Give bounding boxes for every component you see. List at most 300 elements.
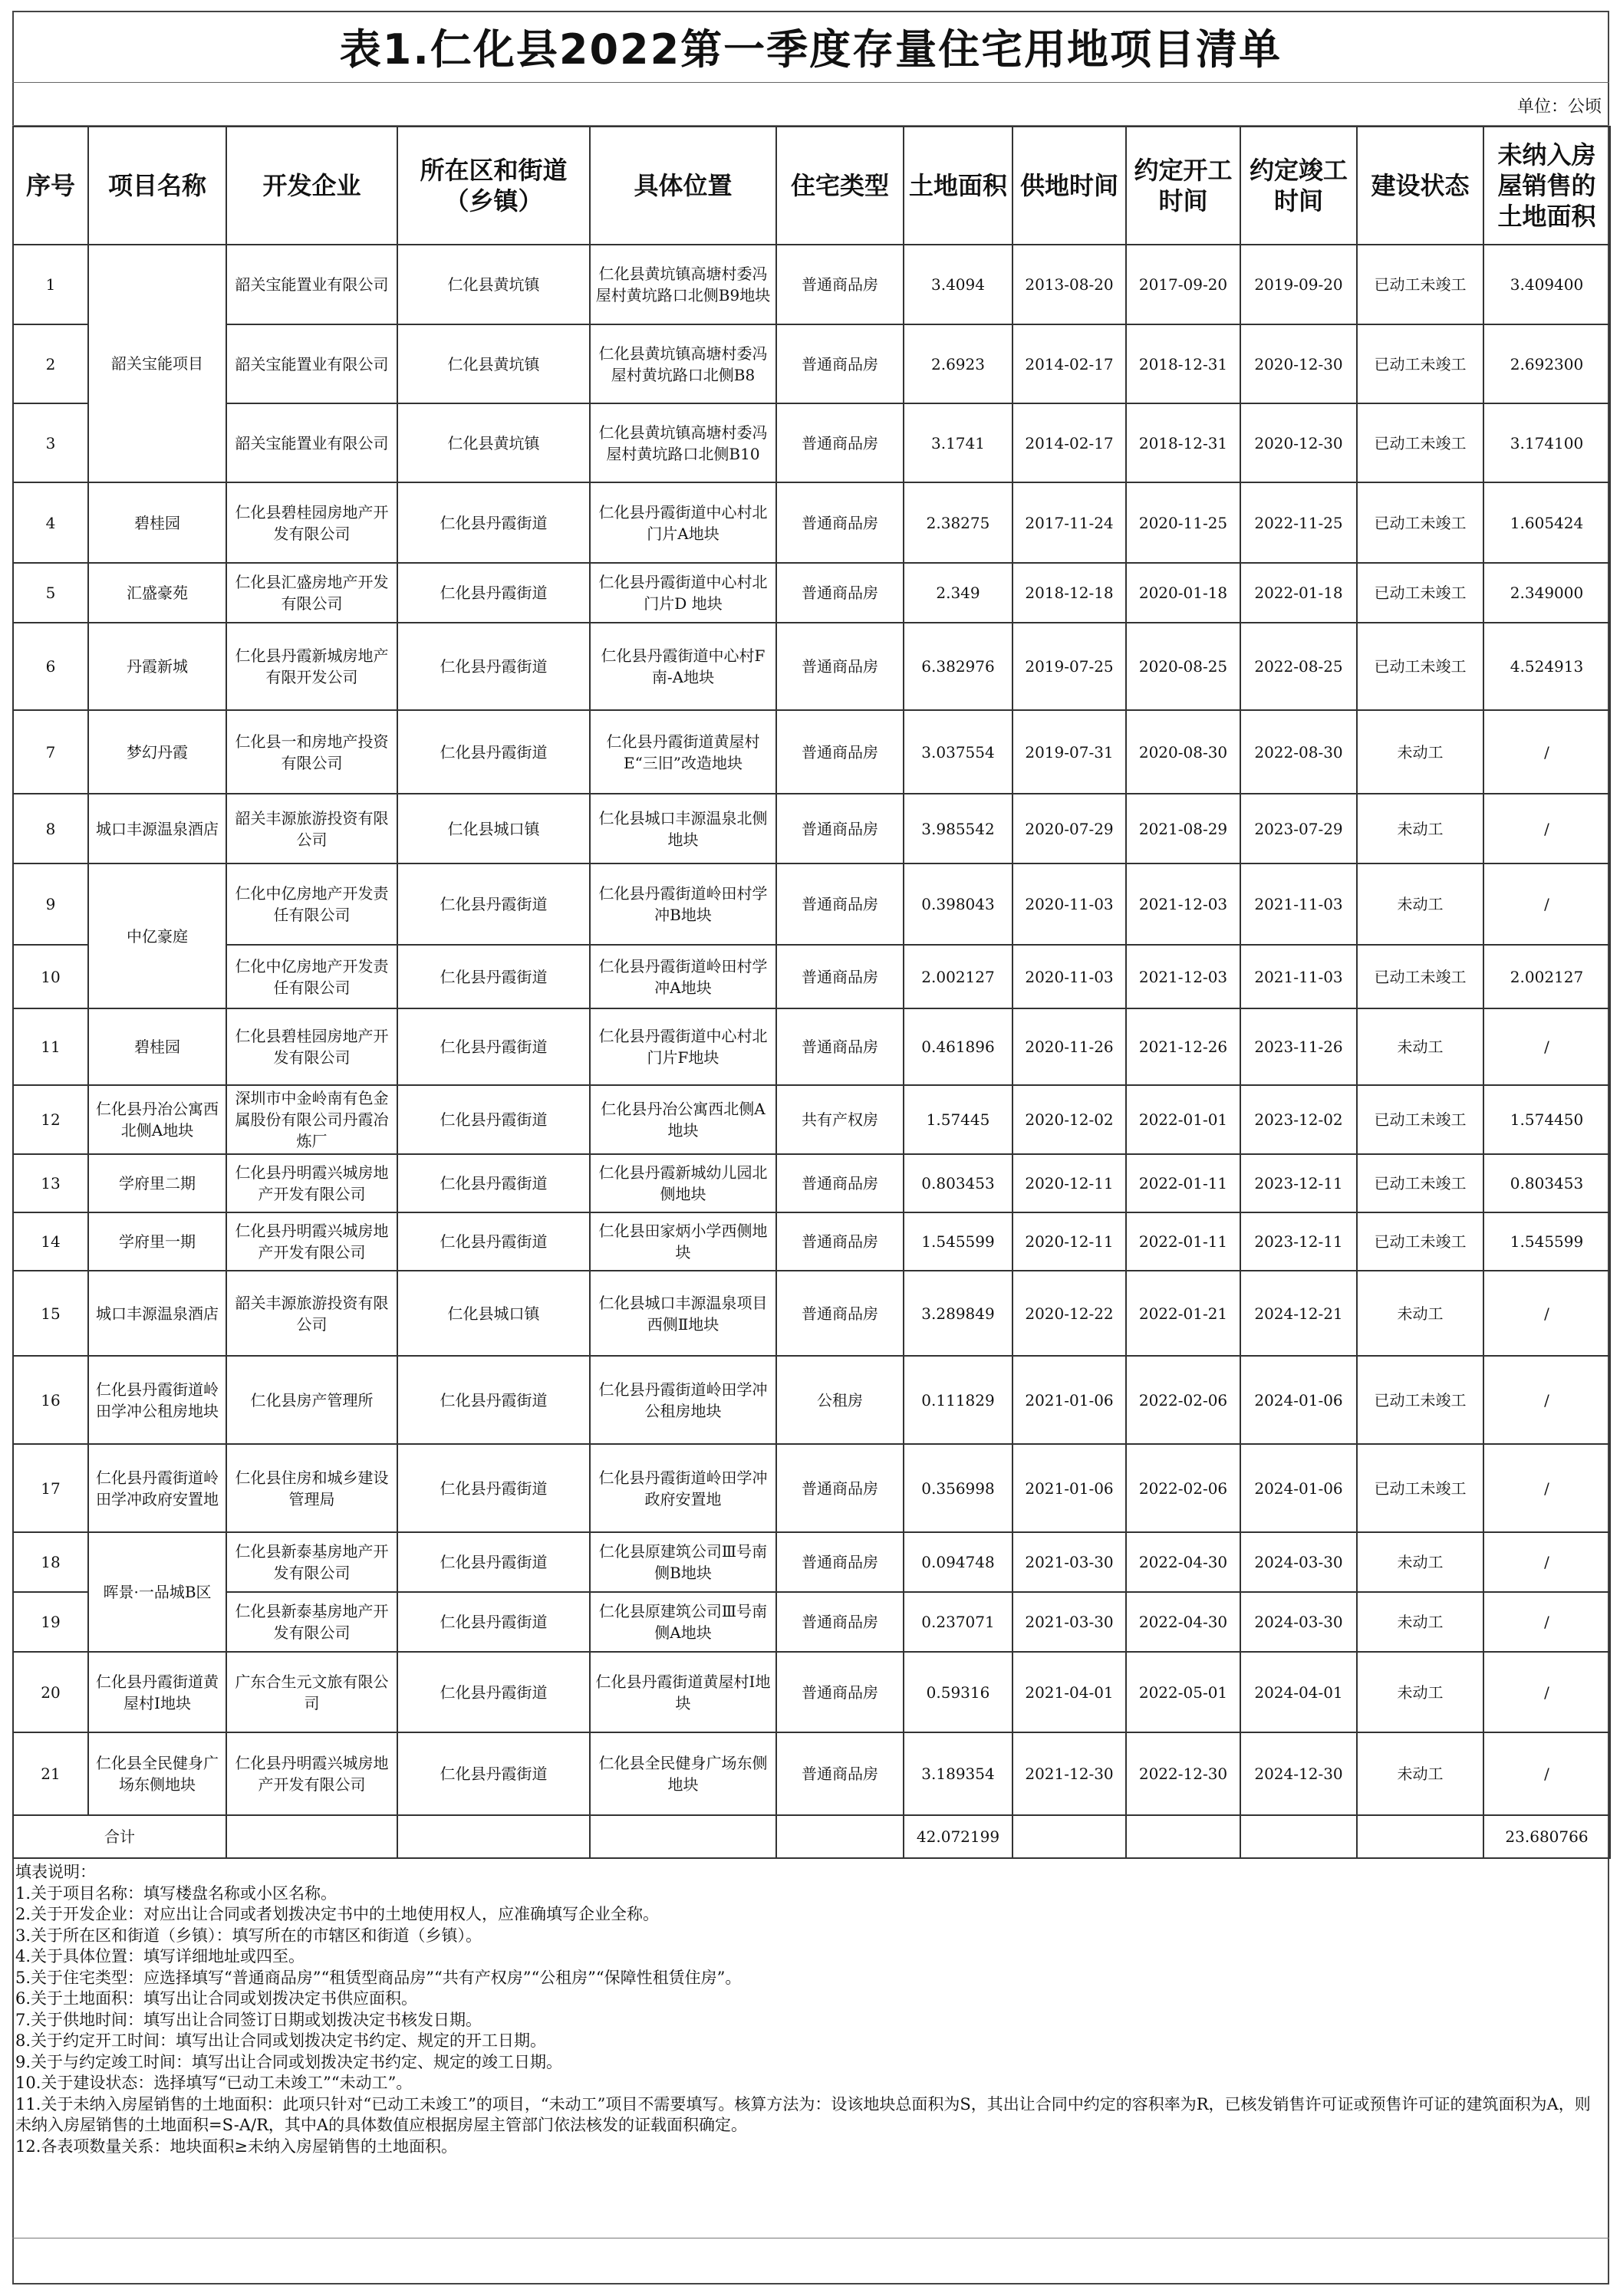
cell-start: 2022-04-30: [1126, 1532, 1240, 1592]
cell-start: 2022-12-30: [1126, 1732, 1240, 1815]
cell-start: 2021-12-03: [1126, 863, 1240, 945]
cell-start: 2020-11-25: [1126, 482, 1240, 563]
cell-project: 仁化县全民健身广场东侧地块: [88, 1732, 226, 1815]
cell-area: 0.237071: [904, 1592, 1012, 1652]
cell-supply: 2014-02-17: [1012, 324, 1126, 403]
cell-developer: 韶关丰源旅游投资有限公司: [226, 1271, 397, 1356]
cell-unsold: 1.605424: [1483, 482, 1610, 563]
cell-developer: 仁化县丹明霞兴城房地产开发有限公司: [226, 1154, 397, 1212]
header-supply: 供地时间: [1012, 127, 1126, 245]
cell-no: 17: [13, 1444, 88, 1532]
cell-unsold: 4.524913: [1483, 623, 1610, 710]
cell-district: 仁化县丹霞街道: [397, 623, 590, 710]
cell-unsold: /: [1483, 1356, 1610, 1444]
cell-status: 未动工: [1357, 1271, 1483, 1356]
cell-district: 仁化县丹霞街道: [397, 1085, 590, 1154]
cell-location: 仁化县丹霞街道中心村北门片F地块: [590, 1008, 776, 1085]
header-no: 序号: [13, 127, 88, 245]
cell-area: 2.6923: [904, 324, 1012, 403]
note-item: 6.关于土地面积：填写出让合同或划拨决定书供应面积。: [15, 1989, 418, 2008]
cell-type: 公租房: [776, 1356, 904, 1444]
cell-district: 仁化县黄坑镇: [397, 324, 590, 403]
cell-start: 2020-08-25: [1126, 623, 1240, 710]
table-row: [13, 1444, 1610, 1532]
cell-start: 2020-08-30: [1126, 710, 1240, 794]
cell-start: 2022-01-11: [1126, 1154, 1240, 1212]
unit-label: 单位：公顷: [1516, 97, 1602, 117]
total-empty: [1357, 1815, 1483, 1858]
note-item: 12.各表项数量关系：地块面积≥未纳入房屋销售的土地面积。: [15, 2136, 457, 2156]
cell-supply: 2020-12-11: [1012, 1154, 1126, 1212]
table-row: [13, 403, 1610, 482]
cell-supply: 2021-12-30: [1012, 1732, 1126, 1815]
table-row: [13, 563, 1610, 623]
cell-no: 11: [13, 1008, 88, 1085]
cell-status: 已动工未竣工: [1357, 1154, 1483, 1212]
table-row: [13, 1532, 1610, 1592]
cell-developer: 仁化县汇盛房地产开发有限公司: [226, 563, 397, 623]
header-project: 项目名称: [88, 127, 226, 245]
cell-district: 仁化县丹霞街道: [397, 482, 590, 563]
cell-district: 仁化县丹霞街道: [397, 1212, 590, 1271]
table-row: [13, 1652, 1610, 1732]
cell-location: 仁化县黄坑镇高塘村委冯屋村黄坑路口北侧B9地块: [590, 245, 776, 324]
cell-developer: 深圳市中金岭南有色金属股份有限公司丹霞冶炼厂: [226, 1085, 397, 1154]
cell-unsold: /: [1483, 710, 1610, 794]
cell-developer: 仁化中亿房地产开发责任有限公司: [226, 863, 397, 945]
header-status: 建设状态: [1357, 127, 1483, 245]
table-row: [13, 863, 1610, 945]
cell-location: 仁化县城口丰源温泉项目西侧Ⅱ地块: [590, 1271, 776, 1356]
cell-supply: 2019-07-25: [1012, 623, 1126, 710]
cell-finish: 2022-01-18: [1240, 563, 1357, 623]
cell-start: 2021-08-29: [1126, 794, 1240, 863]
cell-project: 学府里一期: [88, 1212, 226, 1271]
cell-start: 2018-12-31: [1126, 403, 1240, 482]
cell-area: 0.398043: [904, 863, 1012, 945]
table-row: [13, 1008, 1610, 1085]
cell-district: 仁化县丹霞街道: [397, 1154, 590, 1212]
cell-area: 2.38275: [904, 482, 1012, 563]
cell-no: 1: [13, 245, 88, 324]
notes: [15, 1862, 1603, 2157]
table-row: [13, 1154, 1610, 1212]
cell-status: 未动工: [1357, 710, 1483, 794]
cell-no: 20: [13, 1652, 88, 1732]
cell-no: 6: [13, 623, 88, 710]
cell-location: 仁化县城口丰源温泉北侧地块: [590, 794, 776, 863]
cell-supply: 2013-08-20: [1012, 245, 1126, 324]
cell-supply: 2021-03-30: [1012, 1532, 1126, 1592]
cell-unsold: /: [1483, 794, 1610, 863]
cell-district: 仁化县丹霞街道: [397, 1356, 590, 1444]
cell-project: 学府里二期: [88, 1154, 226, 1212]
cell-type: 普通商品房: [776, 1008, 904, 1085]
cell-type: 普通商品房: [776, 324, 904, 403]
note-item: 8.关于约定开工时间：填写出让合同或划拨决定书约定、规定的开工日期。: [15, 2031, 547, 2050]
cell-area: 0.094748: [904, 1532, 1012, 1592]
cell-location: 仁化县原建筑公司Ⅲ号南侧B地块: [590, 1532, 776, 1592]
table-row: [13, 1212, 1610, 1271]
note-item: 1.关于项目名称：填写楼盘名称或小区名称。: [15, 1883, 338, 1903]
cell-start: 2022-04-30: [1126, 1592, 1240, 1652]
cell-no: 4: [13, 482, 88, 563]
cell-project: 韶关宝能项目: [88, 245, 226, 482]
cell-unsold: 3.174100: [1483, 403, 1610, 482]
cell-finish: 2024-01-06: [1240, 1444, 1357, 1532]
cell-project: 仁化县丹霞街道岭田学冲政府安置地: [88, 1444, 226, 1532]
cell-supply: 2020-07-29: [1012, 794, 1126, 863]
cell-developer: 仁化县丹明霞兴城房地产开发有限公司: [226, 1732, 397, 1815]
cell-type: 普通商品房: [776, 1444, 904, 1532]
cell-location: 仁化县丹霞新城幼儿园北侧地块: [590, 1154, 776, 1212]
cell-unsold: 2.002127: [1483, 945, 1610, 1008]
cell-type: 普通商品房: [776, 794, 904, 863]
cell-no: 18: [13, 1532, 88, 1592]
cell-area: 3.037554: [904, 710, 1012, 794]
cell-type: 普通商品房: [776, 710, 904, 794]
total-empty: [590, 1815, 776, 1858]
cell-start: 2021-12-26: [1126, 1008, 1240, 1085]
note-item: 2.关于开发企业：对应出让合同或者划拨决定书中的土地使用权人，应准确填写企业全称。: [15, 1905, 660, 1923]
cell-location: 仁化县丹霞街道黄屋村E“三旧”改造地块: [590, 710, 776, 794]
table-row: [13, 245, 1610, 324]
cell-area: 1.545599: [904, 1212, 1012, 1271]
cell-district: 仁化县城口镇: [397, 794, 590, 863]
note-item: 3.关于所在区和街道（乡镇）：填写所在的市辖区和街道（乡镇）。: [15, 1926, 482, 1945]
note-item: 10.关于建设状态：选择填写“已动工未竣工”“未动工”。: [15, 2074, 413, 2092]
cell-finish: 2023-12-11: [1240, 1212, 1357, 1271]
cell-project: 仁化县丹冶公寓西北侧A地块: [88, 1085, 226, 1154]
cell-developer: 仁化县一和房地产投资有限公司: [226, 710, 397, 794]
cell-developer: 仁化县丹明霞兴城房地产开发有限公司: [226, 1212, 397, 1271]
cell-area: 2.002127: [904, 945, 1012, 1008]
cell-area: 1.57445: [904, 1085, 1012, 1154]
cell-finish: 2023-07-29: [1240, 794, 1357, 863]
cell-no: 2: [13, 324, 88, 403]
cell-location: 仁化县丹霞街道岭田村学冲A地块: [590, 945, 776, 1008]
cell-area: 3.289849: [904, 1271, 1012, 1356]
table-row: [13, 1356, 1610, 1444]
cell-start: 2022-02-06: [1126, 1356, 1240, 1444]
header-finish: 约定竣工时间: [1240, 127, 1357, 245]
total-row: [13, 1815, 1610, 1858]
cell-location: 仁化县原建筑公司Ⅲ号南侧A地块: [590, 1592, 776, 1652]
cell-developer: 仁化县新泰基房地产开发有限公司: [226, 1592, 397, 1652]
cell-status: 未动工: [1357, 1732, 1483, 1815]
cell-type: 普通商品房: [776, 623, 904, 710]
cell-area: 0.59316: [904, 1652, 1012, 1732]
cell-district: 仁化县丹霞街道: [397, 1008, 590, 1085]
header-district: 所在区和街道（乡镇）: [397, 127, 590, 245]
cell-status: 已动工未竣工: [1357, 623, 1483, 710]
cell-type: 普通商品房: [776, 482, 904, 563]
cell-no: 10: [13, 945, 88, 1008]
cell-status: 已动工未竣工: [1357, 1444, 1483, 1532]
cell-location: 仁化县丹冶公寓西北侧A地块: [590, 1085, 776, 1154]
cell-location: 仁化县丹霞街道中心村F南-A地块: [590, 623, 776, 710]
cell-type: 共有产权房: [776, 1085, 904, 1154]
cell-location: 仁化县丹霞街道岭田学冲公租房地块: [590, 1356, 776, 1444]
table-row: [13, 1732, 1610, 1815]
header-unsold: 未纳入房屋销售的土地面积: [1483, 127, 1610, 245]
cell-project: 仁化县丹霞街道黄屋村Ⅰ地块: [88, 1652, 226, 1732]
cell-unsold: /: [1483, 1592, 1610, 1652]
cell-finish: 2020-12-30: [1240, 324, 1357, 403]
cell-supply: 2014-02-17: [1012, 403, 1126, 482]
cell-developer: 仁化县住房和城乡建设管理局: [226, 1444, 397, 1532]
cell-project: 仁化县丹霞街道岭田学冲公租房地块: [88, 1356, 226, 1444]
cell-status: 未动工: [1357, 863, 1483, 945]
cell-start: 2017-09-20: [1126, 245, 1240, 324]
cell-status: 未动工: [1357, 1532, 1483, 1592]
cell-status: 已动工未竣工: [1357, 245, 1483, 324]
cell-supply: 2021-01-06: [1012, 1356, 1126, 1444]
cell-status: 已动工未竣工: [1357, 1356, 1483, 1444]
cell-start: 2020-01-18: [1126, 563, 1240, 623]
cell-project: 晖景·一品城B区: [88, 1532, 226, 1652]
cell-no: 9: [13, 863, 88, 945]
cell-project: 丹霞新城: [88, 623, 226, 710]
cell-status: 已动工未竣工: [1357, 945, 1483, 1008]
cell-district: 仁化县丹霞街道: [397, 1652, 590, 1732]
cell-finish: 2022-08-25: [1240, 623, 1357, 710]
cell-status: 已动工未竣工: [1357, 563, 1483, 623]
cell-supply: 2018-12-18: [1012, 563, 1126, 623]
cell-status: 已动工未竣工: [1357, 1212, 1483, 1271]
cell-location: 仁化县丹霞街道黄屋村Ⅰ地块: [590, 1652, 776, 1732]
total-unsold: 23.680766: [1483, 1815, 1610, 1858]
cell-finish: 2024-12-30: [1240, 1732, 1357, 1815]
cell-developer: 韶关宝能置业有限公司: [226, 403, 397, 482]
cell-supply: 2020-12-11: [1012, 1212, 1126, 1271]
cell-start: 2021-12-03: [1126, 945, 1240, 1008]
cell-supply: 2021-01-06: [1012, 1444, 1126, 1532]
total-empty: [1240, 1815, 1357, 1858]
note-item: 7.关于供地时间：填写出让合同签订日期或划拨决定书核发日期。: [15, 2010, 482, 2029]
cell-unsold: 1.574450: [1483, 1085, 1610, 1154]
cell-unsold: /: [1483, 863, 1610, 945]
cell-no: 12: [13, 1085, 88, 1154]
cell-type: 普通商品房: [776, 245, 904, 324]
total-empty: [397, 1815, 590, 1858]
cell-district: 仁化县丹霞街道: [397, 563, 590, 623]
cell-developer: 仁化县碧桂园房地产开发有限公司: [226, 1008, 397, 1085]
table-row: [13, 1085, 1610, 1154]
cell-developer: 韶关宝能置业有限公司: [226, 245, 397, 324]
cell-finish: 2021-11-03: [1240, 945, 1357, 1008]
cell-location: 仁化县丹霞街道中心村北门片A地块: [590, 482, 776, 563]
cell-finish: 2024-01-06: [1240, 1356, 1357, 1444]
cell-status: 未动工: [1357, 1652, 1483, 1732]
cell-type: 普通商品房: [776, 1652, 904, 1732]
cell-status: 未动工: [1357, 1592, 1483, 1652]
cell-status: 未动工: [1357, 1008, 1483, 1085]
cell-type: 普通商品房: [776, 1592, 904, 1652]
cell-project: 城口丰源温泉酒店: [88, 1271, 226, 1356]
unit-row: [12, 83, 1609, 126]
cell-district: 仁化县丹霞街道: [397, 1532, 590, 1592]
cell-unsold: 3.409400: [1483, 245, 1610, 324]
cell-unsold: 0.803453: [1483, 1154, 1610, 1212]
cell-project: 梦幻丹霞: [88, 710, 226, 794]
cell-unsold: /: [1483, 1652, 1610, 1732]
cell-unsold: /: [1483, 1444, 1610, 1532]
cell-no: 16: [13, 1356, 88, 1444]
cell-supply: 2020-12-02: [1012, 1085, 1126, 1154]
table-row: [13, 710, 1610, 794]
cell-start: 2022-02-06: [1126, 1444, 1240, 1532]
cell-no: 19: [13, 1592, 88, 1652]
header-location: 具体位置: [590, 127, 776, 245]
cell-type: 普通商品房: [776, 1532, 904, 1592]
cell-district: 仁化县丹霞街道: [397, 1592, 590, 1652]
cell-area: 0.111829: [904, 1356, 1012, 1444]
note-item: 11.关于未纳入房屋销售的土地面积：此项只针对“已动工未竣工”的项目，“未动工”项目不需要填写。核算方法为：设该地块总面积为S，其出让合同中约定的容积率为R，已核发销售许可证或预售许可证的建筑面积为A，则未纳入房屋销售的土地面积=S-A/R，其中A的具体数值应根据房屋主管部门依法核发的证载面积确定。: [15, 2094, 1591, 2134]
cell-supply: 2019-07-31: [1012, 710, 1126, 794]
cell-developer: 仁化县房产管理所: [226, 1356, 397, 1444]
cell-unsold: /: [1483, 1532, 1610, 1592]
cell-location: 仁化县黄坑镇高塘村委冯屋村黄坑路口北侧B10: [590, 403, 776, 482]
cell-district: 仁化县丹霞街道: [397, 1732, 590, 1815]
total-empty: [1012, 1815, 1126, 1858]
cell-type: 普通商品房: [776, 1154, 904, 1212]
cell-no: 14: [13, 1212, 88, 1271]
cell-area: 0.461896: [904, 1008, 1012, 1085]
cell-no: 15: [13, 1271, 88, 1356]
cell-developer: 仁化县碧桂园房地产开发有限公司: [226, 482, 397, 563]
cell-start: 2022-05-01: [1126, 1652, 1240, 1732]
header-area: 土地面积: [904, 127, 1012, 245]
table-row: [13, 324, 1610, 403]
cell-district: 仁化县丹霞街道: [397, 945, 590, 1008]
cell-finish: 2022-11-25: [1240, 482, 1357, 563]
cell-area: 2.349: [904, 563, 1012, 623]
cell-type: 普通商品房: [776, 403, 904, 482]
cell-developer: 仁化中亿房地产开发责任有限公司: [226, 945, 397, 1008]
cell-area: 6.382976: [904, 623, 1012, 710]
cell-unsold: 2.349000: [1483, 563, 1610, 623]
cell-no: 13: [13, 1154, 88, 1212]
cell-project: 中亿豪庭: [88, 863, 226, 1008]
cell-area: 3.189354: [904, 1732, 1012, 1815]
cell-finish: 2023-11-26: [1240, 1008, 1357, 1085]
cell-district: 仁化县丹霞街道: [397, 863, 590, 945]
total-label: 合计: [13, 1815, 226, 1858]
note-item: 4.关于具体位置：填写详细地址或四至。: [15, 1947, 305, 1965]
cell-finish: 2023-12-11: [1240, 1154, 1357, 1212]
cell-supply: 2020-12-22: [1012, 1271, 1126, 1356]
cell-no: 5: [13, 563, 88, 623]
cell-project: 碧桂园: [88, 1008, 226, 1085]
cell-project: 碧桂园: [88, 482, 226, 563]
cell-status: 未动工: [1357, 794, 1483, 863]
cell-project: 汇盛豪苑: [88, 563, 226, 623]
cell-finish: 2024-03-30: [1240, 1592, 1357, 1652]
header-type: 住宅类型: [776, 127, 904, 245]
cell-type: 普通商品房: [776, 1212, 904, 1271]
cell-finish: 2020-12-30: [1240, 403, 1357, 482]
cell-district: 仁化县丹霞街道: [397, 710, 590, 794]
cell-district: 仁化县黄坑镇: [397, 403, 590, 482]
cell-location: 仁化县丹霞街道岭田学冲政府安置地: [590, 1444, 776, 1532]
cell-location: 仁化县全民健身广场东侧地块: [590, 1732, 776, 1815]
land-table: [12, 126, 1611, 1859]
cell-start: 2022-01-11: [1126, 1212, 1240, 1271]
cell-finish: 2023-12-02: [1240, 1085, 1357, 1154]
total-empty: [776, 1815, 904, 1858]
table-row: [13, 1592, 1610, 1652]
cell-supply: 2020-11-26: [1012, 1008, 1126, 1085]
cell-start: 2018-12-31: [1126, 324, 1240, 403]
cell-finish: 2019-09-20: [1240, 245, 1357, 324]
cell-supply: 2017-11-24: [1012, 482, 1126, 563]
total-empty: [1126, 1815, 1240, 1858]
cell-developer: 仁化县丹霞新城房地产有限开发公司: [226, 623, 397, 710]
cell-finish: 2024-04-01: [1240, 1652, 1357, 1732]
cell-location: 仁化县田家炳小学西侧地块: [590, 1212, 776, 1271]
cell-developer: 韶关丰源旅游投资有限公司: [226, 794, 397, 863]
cell-developer: 韶关宝能置业有限公司: [226, 324, 397, 403]
cell-finish: 2022-08-30: [1240, 710, 1357, 794]
cell-area: 3.985542: [904, 794, 1012, 863]
table-row: [13, 482, 1610, 563]
cell-supply: 2020-11-03: [1012, 945, 1126, 1008]
cell-finish: 2021-11-03: [1240, 863, 1357, 945]
cell-district: 仁化县城口镇: [397, 1271, 590, 1356]
notes-heading: 填表说明：: [15, 1863, 96, 1881]
note-item: 5.关于住宅类型：应选择填写“普通商品房”“租赁型商品房”“共有产权房”“公租房”“保障性租赁住房”。: [15, 1968, 742, 1987]
header-start: 约定开工时间: [1126, 127, 1240, 245]
page-title: 表1.仁化县2022第一季度存量住宅用地项目清单: [12, 11, 1609, 83]
cell-status: 已动工未竣工: [1357, 482, 1483, 563]
cell-area: 0.803453: [904, 1154, 1012, 1212]
cell-unsold: /: [1483, 1732, 1610, 1815]
cell-unsold: /: [1483, 1271, 1610, 1356]
total-area: 42.072199: [904, 1815, 1012, 1858]
cell-type: 普通商品房: [776, 1271, 904, 1356]
cell-developer: 广东合生元文旅有限公司: [226, 1652, 397, 1732]
cell-no: 21: [13, 1732, 88, 1815]
cell-finish: 2024-12-21: [1240, 1271, 1357, 1356]
cell-start: 2022-01-21: [1126, 1271, 1240, 1356]
cell-status: 已动工未竣工: [1357, 324, 1483, 403]
cell-project: 城口丰源温泉酒店: [88, 794, 226, 863]
total-empty: [226, 1815, 397, 1858]
cell-district: 仁化县黄坑镇: [397, 245, 590, 324]
table-row: [13, 794, 1610, 863]
cell-location: 仁化县丹霞街道岭田村学冲B地块: [590, 863, 776, 945]
cell-district: 仁化县丹霞街道: [397, 1444, 590, 1532]
cell-no: 7: [13, 710, 88, 794]
cell-no: 3: [13, 403, 88, 482]
cell-unsold: 2.692300: [1483, 324, 1610, 403]
table-row: [13, 1271, 1610, 1356]
cell-no: 8: [13, 794, 88, 863]
cell-type: 普通商品房: [776, 563, 904, 623]
cell-area: 3.1741: [904, 403, 1012, 482]
cell-area: 0.356998: [904, 1444, 1012, 1532]
cell-developer: 仁化县新泰基房地产开发有限公司: [226, 1532, 397, 1592]
cell-status: 已动工未竣工: [1357, 403, 1483, 482]
cell-supply: 2021-04-01: [1012, 1652, 1126, 1732]
header-developer: 开发企业: [226, 127, 397, 245]
cell-location: 仁化县黄坑镇高塘村委冯屋村黄坑路口北侧B8: [590, 324, 776, 403]
note-item: 9.关于与约定竣工时间：填写出让合同或划拨决定书约定、规定的竣工日期。: [15, 2052, 563, 2071]
cell-unsold: 1.545599: [1483, 1212, 1610, 1271]
cell-finish: 2024-03-30: [1240, 1532, 1357, 1592]
cell-status: 已动工未竣工: [1357, 1085, 1483, 1154]
